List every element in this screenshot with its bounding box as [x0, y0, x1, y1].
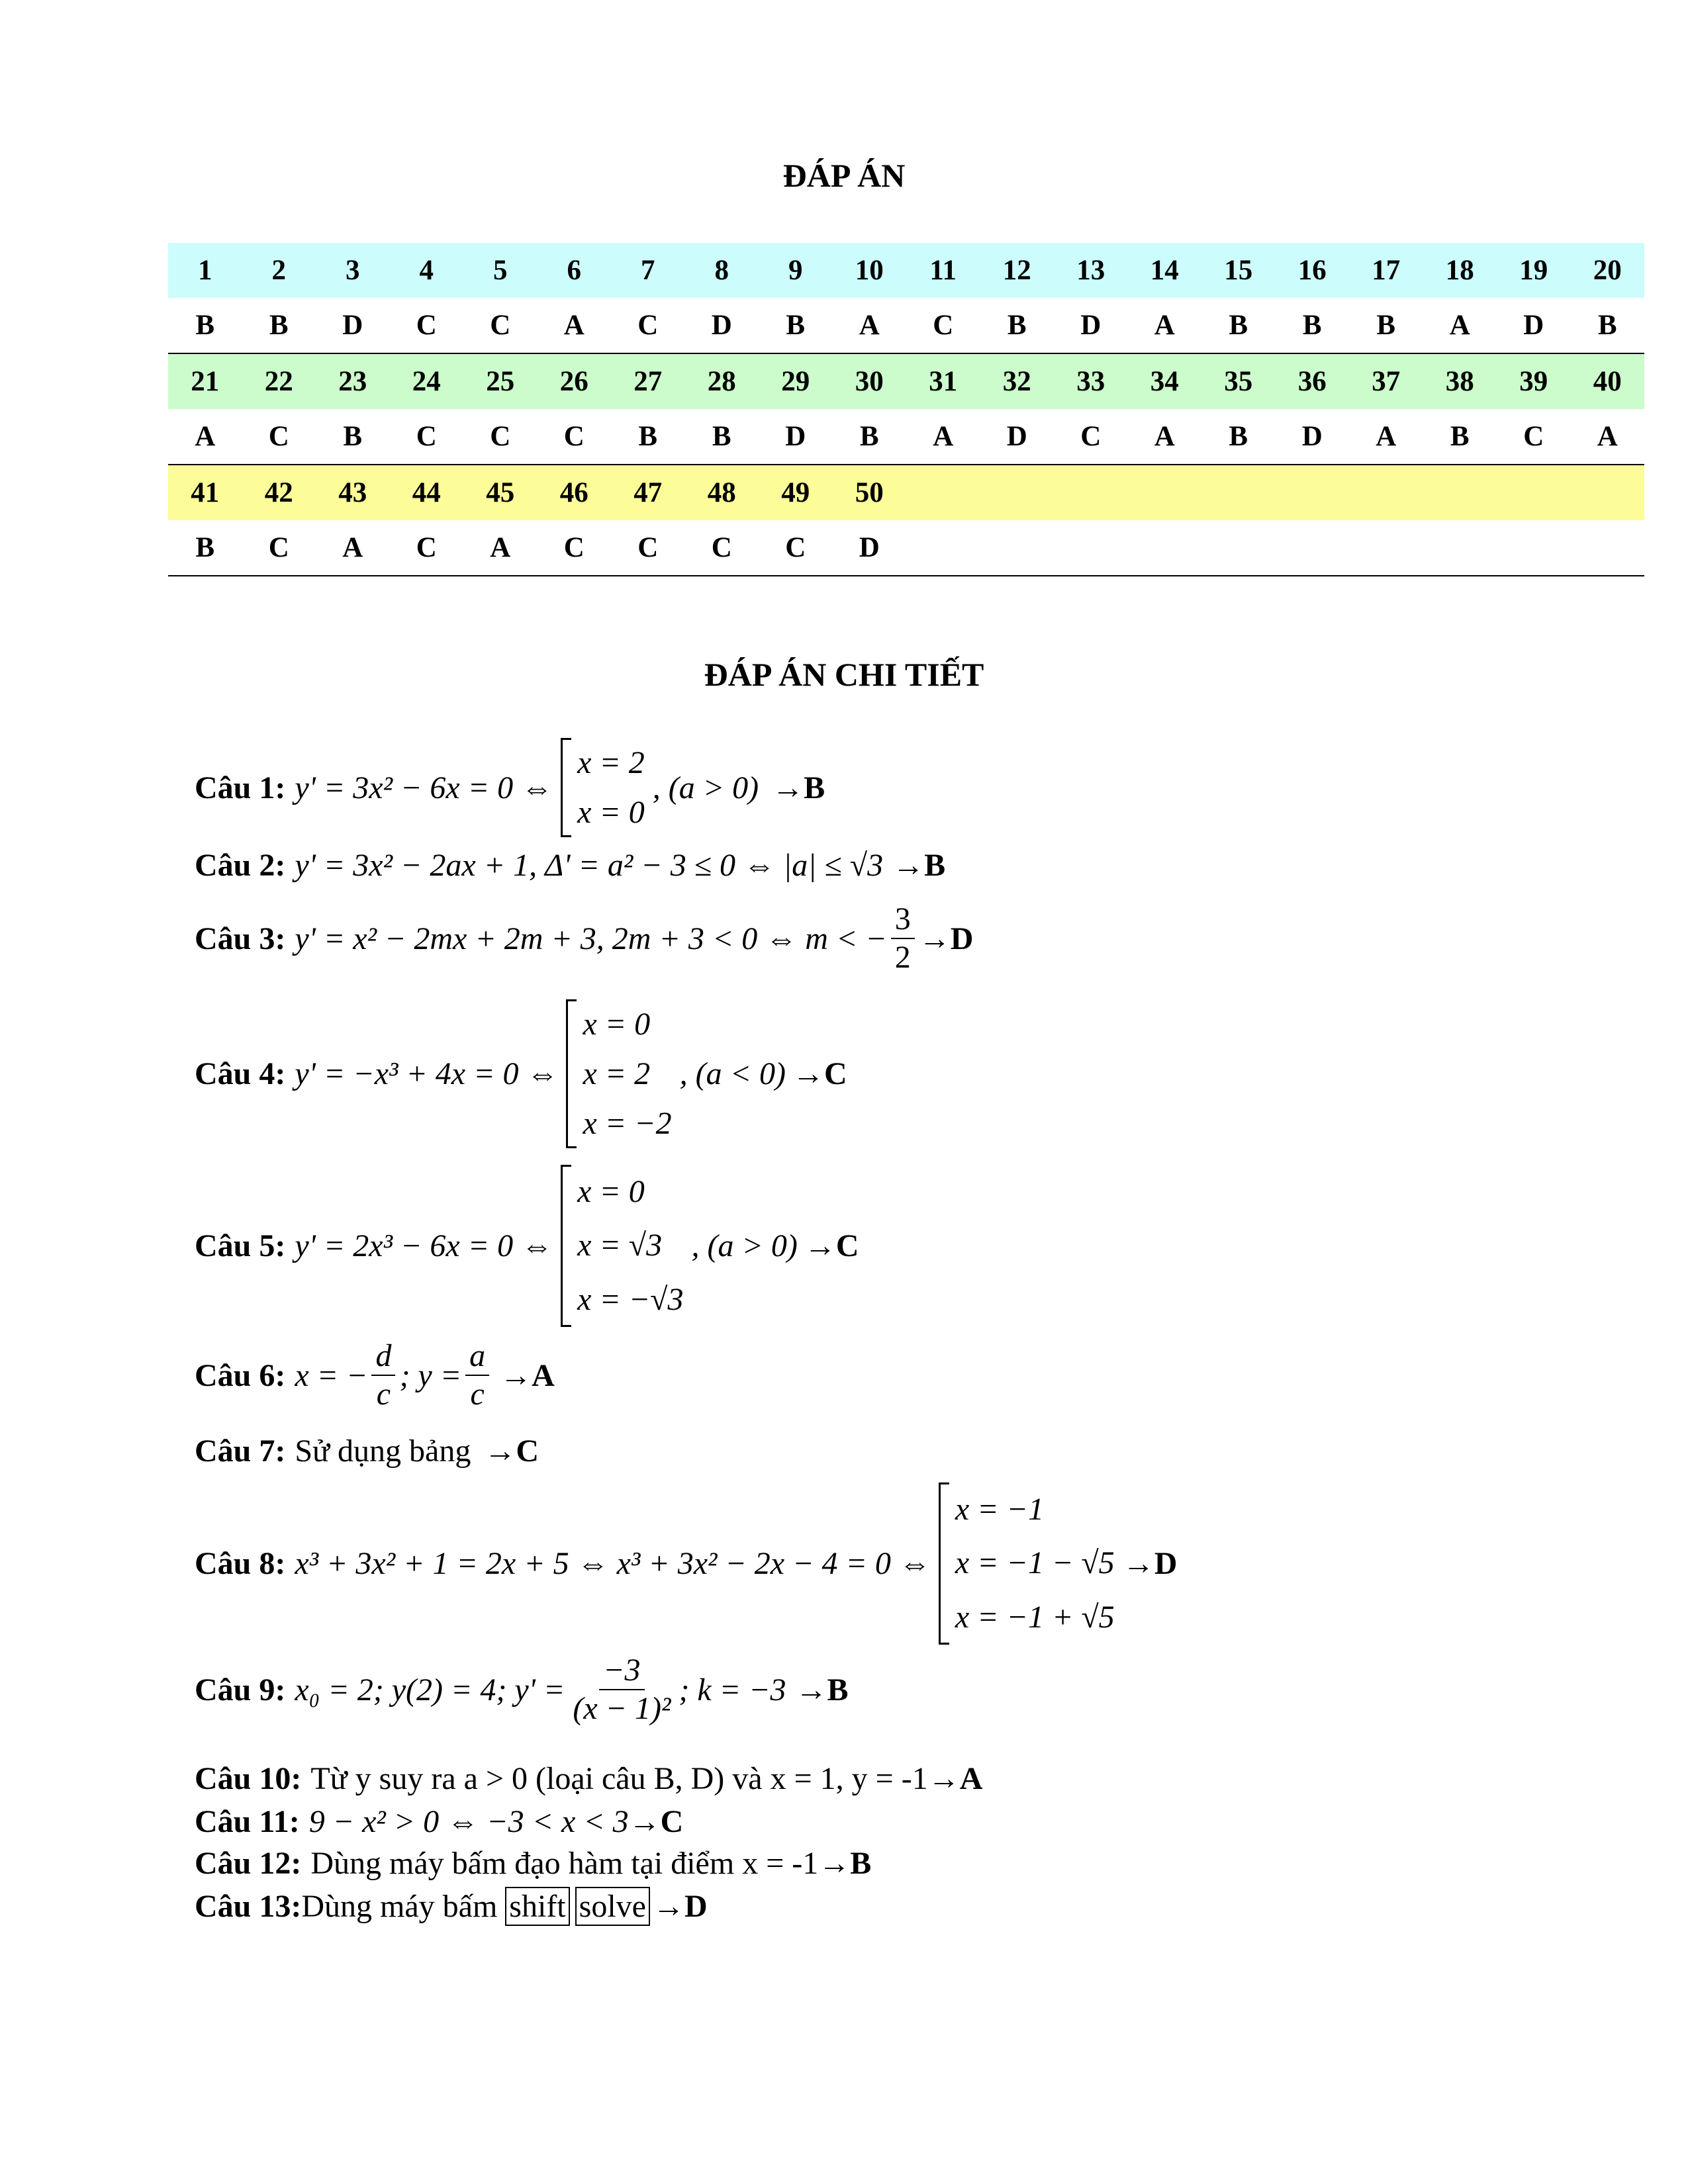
- case-system: [939, 1482, 1115, 1645]
- answer-letter: A: [532, 1357, 555, 1393]
- answer-letter: B: [195, 532, 215, 563]
- answer-letter: A: [1376, 421, 1397, 452]
- solution-q11: [195, 1803, 683, 1840]
- answer-letter: D: [1006, 421, 1027, 452]
- answer-letter: B: [343, 421, 363, 452]
- math-expression: y' = 2x³ − 6x = 0 ⇔: [295, 1228, 553, 1263]
- answer-letter: B: [1229, 421, 1248, 452]
- answer-letter: C: [490, 421, 511, 452]
- math-expression: ; y =: [399, 1357, 462, 1393]
- calculator-key-solve: solve: [575, 1887, 650, 1926]
- question-label: Câu 13:: [195, 1889, 302, 1924]
- question-label: Câu 4:: [195, 1056, 286, 1091]
- answer-letter: B: [195, 310, 215, 341]
- question-number: 27: [633, 366, 663, 397]
- denominator: 2: [894, 940, 911, 975]
- answer-letter: D: [785, 421, 806, 452]
- question-number: 15: [1224, 255, 1253, 286]
- question-number: 42: [264, 477, 293, 508]
- question-label: Câu 5:: [195, 1228, 286, 1263]
- answer-letter: D: [711, 310, 732, 341]
- answer-letter: C: [563, 532, 585, 563]
- answer-letter: B: [827, 1672, 849, 1707]
- case: x = 0: [577, 1173, 645, 1209]
- answer-letter: B: [1229, 310, 1248, 341]
- answer-letter: B: [786, 310, 806, 341]
- solution-text: Dùng máy bấm đạo hàm tại điểm x = -1: [310, 1846, 819, 1881]
- answer-letter: C: [660, 1804, 684, 1839]
- answer-letter: A: [195, 421, 216, 452]
- answer-letter: B: [1597, 310, 1617, 341]
- question-number: 10: [855, 255, 884, 286]
- condition: , (a > 0): [691, 1228, 798, 1263]
- arrow-icon: →: [892, 848, 925, 883]
- answer-letter: C: [516, 1433, 539, 1469]
- math-expression: 9 − x² > 0 ⇔ −3 < x < 3: [308, 1804, 629, 1839]
- answer-letter: B: [859, 421, 879, 452]
- answer-letter: C: [268, 532, 289, 563]
- case-system: [561, 1165, 683, 1327]
- answer-letter: D: [859, 532, 880, 563]
- question-number: 1: [198, 255, 212, 286]
- question-label: Câu 12:: [195, 1846, 302, 1881]
- question-number: 22: [264, 366, 293, 397]
- answer-letter: C: [268, 421, 289, 452]
- answer-row: [168, 298, 1644, 354]
- condition: , (a < 0): [679, 1056, 786, 1091]
- question-number: 49: [781, 477, 810, 508]
- math-expression: y' = x² − 2mx + 2m + 3, 2m + 3 < 0 ⇔ m < −: [295, 921, 887, 956]
- answer-letter: D: [1080, 310, 1102, 341]
- question-number-row: [168, 465, 1644, 520]
- math-expression: x₀ = 2; y(2) = 4; y' =: [295, 1672, 565, 1707]
- question-number: 6: [567, 255, 581, 286]
- question-number: 48: [707, 477, 736, 508]
- answer-letter: A: [859, 310, 880, 341]
- arrow-icon: →: [628, 1804, 661, 1839]
- question-number: 50: [855, 477, 884, 508]
- math-expression: y' = 3x² − 2ax + 1, Δ' = a² − 3 ≤ 0 ⇔ |a| ≤ √3: [295, 848, 884, 883]
- numerator: 3: [891, 903, 915, 939]
- solution-q8: [195, 1482, 1177, 1645]
- math-expression: y' = −x³ + 4x = 0 ⇔: [295, 1056, 559, 1091]
- condition: , (a > 0): [652, 770, 759, 805]
- answer-letter: B: [804, 770, 825, 805]
- answer-letter: C: [1080, 421, 1102, 452]
- case: x = 2: [583, 1056, 651, 1091]
- answer-letter: B: [1376, 310, 1396, 341]
- answer-row: [168, 409, 1644, 465]
- answer-letter: C: [416, 421, 437, 452]
- solution-q5: [195, 1165, 859, 1327]
- fraction: [891, 903, 915, 974]
- answer-letter: D: [342, 310, 363, 341]
- answer-letter: A: [1154, 421, 1175, 452]
- question-number: 14: [1150, 255, 1179, 286]
- answer-letter: C: [933, 310, 954, 341]
- question-number: 24: [412, 366, 441, 397]
- question-number-row: [168, 243, 1644, 298]
- solution-q12: [195, 1845, 871, 1882]
- math-expression: x = −: [295, 1357, 368, 1393]
- question-number: 17: [1372, 255, 1401, 286]
- question-number: 28: [707, 366, 736, 397]
- question-label: Câu 1:: [195, 770, 286, 805]
- question-number: 5: [493, 255, 508, 286]
- answer-letter: C: [835, 1228, 859, 1263]
- denominator: c: [470, 1377, 485, 1412]
- case: x = −1 + √5: [955, 1600, 1115, 1635]
- question-number: 19: [1519, 255, 1548, 286]
- answer-letter: B: [1302, 310, 1322, 341]
- solution-text: Dùng máy bấm: [301, 1889, 498, 1924]
- question-number: 18: [1445, 255, 1474, 286]
- solution-text: Sử dụng bảng: [295, 1433, 471, 1469]
- question-label: Câu 7:: [195, 1433, 286, 1469]
- question-number: 39: [1519, 366, 1548, 397]
- arrow-icon: →: [772, 770, 804, 805]
- question-number: 7: [641, 255, 655, 286]
- question-number: 21: [191, 366, 220, 397]
- answer-table: [168, 243, 1644, 576]
- solution-text: Từ y suy ra a > 0 (loại câu B, D) và x = 1, y = -1: [310, 1761, 928, 1796]
- answer-letter: D: [684, 1889, 708, 1924]
- answer-letter: C: [823, 1056, 847, 1091]
- question-number: 30: [855, 366, 884, 397]
- question-number: 31: [929, 366, 958, 397]
- arrow-icon: →: [927, 1761, 960, 1796]
- question-number: 9: [788, 255, 803, 286]
- solution-q1: [195, 738, 825, 837]
- case: x = 0: [583, 1006, 651, 1042]
- answer-letter: D: [1523, 310, 1544, 341]
- answer-letter: C: [637, 310, 659, 341]
- case-system: [566, 999, 671, 1148]
- fraction: [569, 1655, 675, 1725]
- numerator: d: [371, 1340, 395, 1376]
- question-number: 23: [338, 366, 367, 397]
- math-expression: y' = 3x² − 6x = 0 ⇔: [295, 770, 553, 805]
- answer-letter: C: [490, 310, 511, 341]
- question-number: 3: [346, 255, 360, 286]
- arrow-icon: →: [918, 921, 951, 956]
- answer-letter: C: [637, 532, 659, 563]
- answer-row: [168, 520, 1644, 576]
- answer-letter: A: [1449, 310, 1470, 341]
- answer-letter: A: [1597, 421, 1618, 452]
- answer-letter: A: [563, 310, 585, 341]
- case: x = 2: [577, 745, 645, 780]
- answer-letter: B: [269, 310, 289, 341]
- detailed-answers-title: ĐÁP ÁN CHI TIẾT: [704, 656, 984, 693]
- question-number: 20: [1593, 255, 1622, 286]
- question-number: 12: [1002, 255, 1031, 286]
- answer-letter: A: [342, 532, 363, 563]
- answer-letter: B: [850, 1846, 872, 1881]
- answer-letter: B: [638, 421, 658, 452]
- question-number: 38: [1445, 366, 1474, 397]
- arrow-icon: →: [795, 1672, 827, 1707]
- question-label: Câu 3:: [195, 921, 286, 956]
- question-number: 26: [559, 366, 588, 397]
- arrow-icon: →: [1122, 1546, 1154, 1581]
- case: x = √3: [577, 1228, 663, 1263]
- question-number: 43: [338, 477, 367, 508]
- answer-letter: B: [712, 421, 731, 452]
- question-number: 8: [714, 255, 729, 286]
- solution-q6: [195, 1340, 555, 1410]
- answer-letter: A: [933, 421, 954, 452]
- solution-q2: [195, 847, 945, 884]
- case-system: [561, 738, 645, 837]
- case: x = −1: [955, 1491, 1044, 1527]
- answer-letter: B: [924, 848, 946, 883]
- case: x = −√3: [577, 1282, 684, 1318]
- question-label: Câu 8:: [195, 1546, 286, 1581]
- solution-q13: [195, 1887, 708, 1926]
- solution-q3: [195, 903, 973, 974]
- question-label: Câu 9:: [195, 1672, 286, 1707]
- question-number-row: [168, 354, 1644, 409]
- math-expression: ; k = −3: [679, 1672, 786, 1707]
- answer-letter: C: [563, 421, 585, 452]
- answer-letter: D: [1154, 1546, 1178, 1581]
- solution-q4: [195, 999, 847, 1148]
- answer-letter: D: [950, 921, 974, 956]
- answer-letter: B: [1450, 421, 1470, 452]
- math-expression: x³ + 3x² + 1 = 2x + 5 ⇔ x³ + 3x² − 2x − 4 = 0 ⇔: [295, 1546, 931, 1581]
- question-number: 34: [1150, 366, 1179, 397]
- solution-q10: [195, 1760, 982, 1797]
- answer-letter: B: [1007, 310, 1027, 341]
- question-number: 13: [1076, 255, 1105, 286]
- denominator: (x − 1)²: [573, 1691, 671, 1726]
- arrow-icon: →: [804, 1228, 836, 1263]
- question-number: 41: [191, 477, 220, 508]
- answer-letter: D: [1301, 421, 1323, 452]
- fraction: [371, 1340, 395, 1410]
- question-number: 35: [1224, 366, 1253, 397]
- calculator-key-shift: shift: [505, 1887, 569, 1926]
- question-label: Câu 11:: [195, 1804, 300, 1839]
- question-number: 16: [1297, 255, 1327, 286]
- denominator: c: [376, 1377, 391, 1412]
- arrow-icon: →: [484, 1433, 516, 1469]
- question-number: 2: [271, 255, 286, 286]
- arrow-icon: →: [792, 1056, 824, 1091]
- question-number: 4: [419, 255, 434, 286]
- solution-q9: [195, 1655, 848, 1725]
- case: x = −1 − √5: [955, 1545, 1115, 1581]
- case: x = −2: [583, 1105, 672, 1141]
- question-label: Câu 2:: [195, 848, 286, 883]
- question-number: 36: [1297, 366, 1327, 397]
- question-label: Câu 10:: [195, 1761, 302, 1796]
- answer-letter: A: [490, 532, 511, 563]
- answer-key-title: ĐÁP ÁN: [782, 157, 906, 194]
- answer-letter: C: [416, 310, 437, 341]
- solution-q7: [195, 1433, 539, 1469]
- answer-letter: C: [1523, 421, 1544, 452]
- fraction: [465, 1340, 489, 1410]
- question-number: 46: [559, 477, 588, 508]
- numerator: a: [465, 1340, 489, 1376]
- question-number: 37: [1372, 366, 1401, 397]
- answer-letter: A: [959, 1761, 983, 1796]
- question-number: 25: [486, 366, 515, 397]
- question-number: 47: [633, 477, 663, 508]
- answer-letter: C: [416, 532, 437, 563]
- answer-letter: C: [711, 532, 732, 563]
- answer-letter: A: [1154, 310, 1175, 341]
- answer-letter: C: [785, 532, 806, 563]
- question-number: 45: [486, 477, 515, 508]
- arrow-icon: →: [818, 1846, 851, 1881]
- question-number: 11: [929, 255, 957, 286]
- question-number: 32: [1002, 366, 1031, 397]
- arrow-icon: →: [652, 1889, 684, 1924]
- case: x = 0: [577, 794, 645, 830]
- question-number: 40: [1593, 366, 1622, 397]
- question-label: Câu 6:: [195, 1357, 286, 1393]
- question-number: 44: [412, 477, 441, 508]
- numerator: −3: [599, 1655, 644, 1690]
- question-number: 33: [1076, 366, 1105, 397]
- question-number: 29: [781, 366, 810, 397]
- arrow-icon: →: [500, 1357, 532, 1393]
